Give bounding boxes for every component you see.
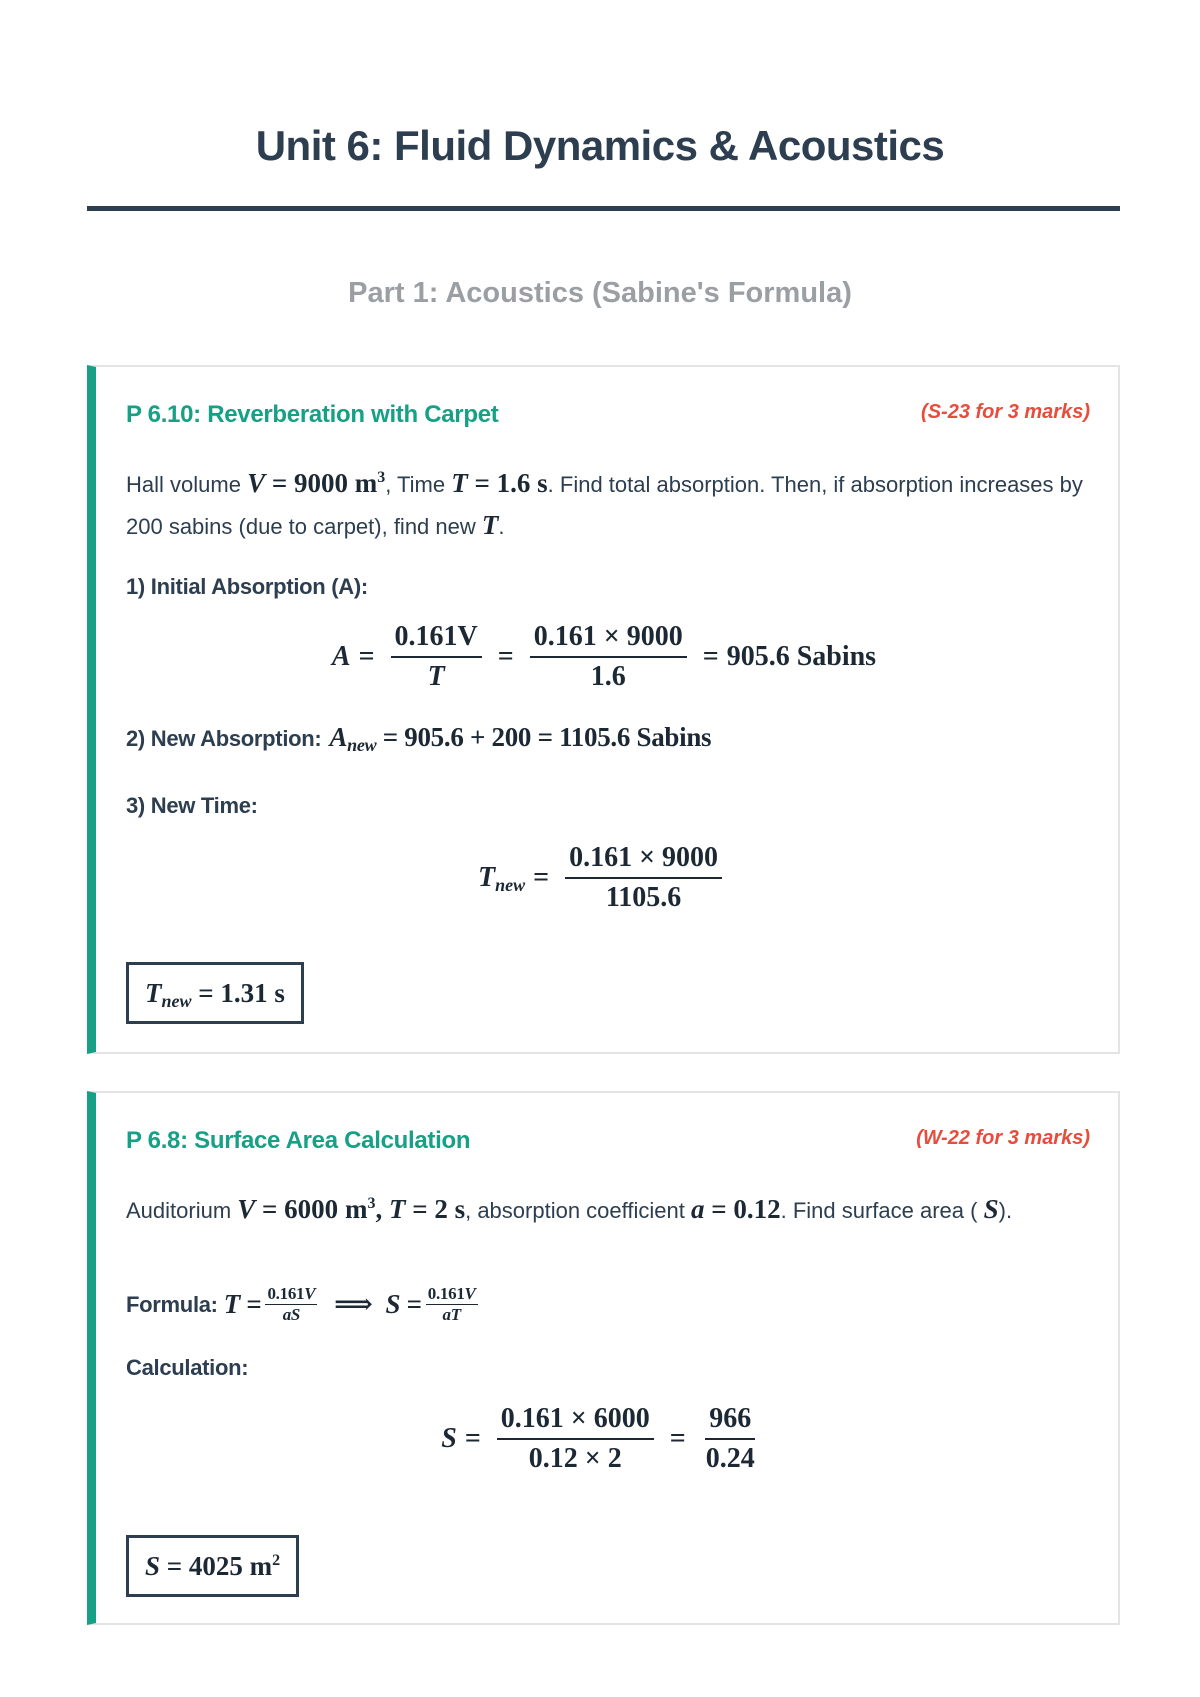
eq-operator: = xyxy=(533,862,550,893)
step-label: Formula: xyxy=(126,1291,218,1317)
fraction xyxy=(530,621,687,693)
fraction-denominator: 1.6 xyxy=(590,661,626,692)
step-label: 2) New Absorption: xyxy=(126,726,322,751)
title-divider xyxy=(87,206,1120,211)
math-coefficient: a = 0.12 xyxy=(690,1194,781,1224)
statement-text: Auditorium xyxy=(126,1198,232,1223)
step-formula xyxy=(126,1285,482,1324)
eq-lhs: S xyxy=(441,1423,457,1454)
math-var-t: T xyxy=(481,510,499,540)
fraction-numerator: 966 xyxy=(705,1403,755,1440)
statement-text: , absorption coefficient xyxy=(465,1198,685,1223)
answer-math: S = 4025 $m^2$ xyxy=(145,1550,281,1581)
problem-statement xyxy=(126,1189,1086,1231)
eq-value: 905.6 + 200 = 1105.6 Sabins xyxy=(404,722,712,752)
fraction-numerator: 0.161 × 9000 xyxy=(565,842,722,879)
statement-text: . xyxy=(498,514,505,539)
part-heading: Part 1: Acoustics (Sabine's Formula) xyxy=(348,277,852,309)
math-time: T = 1.6 s xyxy=(451,468,548,498)
eq-operator: = xyxy=(669,1423,686,1454)
statement-text: , Time xyxy=(385,472,446,497)
problem-title: P 6.10: Reverberation with Carpet xyxy=(126,401,499,428)
math-volume: V = 9000 $m^3$ xyxy=(247,468,386,498)
eq-lhs: $T_{new}$ xyxy=(477,862,526,895)
step-label: 1) Initial Absorption (A): xyxy=(126,574,368,599)
eq-operator: = xyxy=(358,641,375,672)
fraction: $\frac{0.161V}{aT}$ xyxy=(427,1284,476,1324)
math-new-absorption: $A_{new} = 905.6 + 200 = 1105.6$ Sabins xyxy=(329,722,712,755)
problem-statement xyxy=(126,463,1086,547)
equation-initial-absorption xyxy=(96,621,1112,693)
answer-box xyxy=(126,1535,299,1597)
eq-result: 905.6 Sabins xyxy=(726,641,877,672)
problem-card-6-10 xyxy=(87,365,1120,1054)
page-title: Unit 6: Fluid Dynamics & Acoustics xyxy=(255,122,945,169)
marks-badge: (W-22 for 3 marks) xyxy=(916,1127,1090,1149)
fraction-numerator: 0.161V xyxy=(391,621,482,658)
fraction xyxy=(391,621,482,693)
marks-badge: (S-23 for 3 marks) xyxy=(921,401,1090,423)
equation-surface-area xyxy=(96,1403,1112,1475)
statement-text: Hall volume xyxy=(126,472,241,497)
answer-math: $T_{new} = 1.31$ s xyxy=(145,977,285,1011)
statement-text: . Find total absorption. Then, if absorption increases by 200 sabins (due to carpet), find new xyxy=(126,472,1083,539)
math-volume: V = 6000 $m^3$, T = 2 s xyxy=(237,1194,466,1224)
answer-value: 4025 xyxy=(188,1550,243,1581)
eq-operator: = xyxy=(464,1423,481,1454)
math-var-s: S xyxy=(983,1194,999,1224)
fraction xyxy=(702,1403,759,1475)
problem-card-6-8 xyxy=(87,1091,1120,1625)
answer-value: 1.31 s xyxy=(220,977,285,1008)
eq-lhs: A xyxy=(331,641,351,672)
fraction-denominator: T xyxy=(427,661,445,692)
statement-text: . Find surface area ( xyxy=(780,1198,978,1223)
fraction-denominator: 0.12 × 2 xyxy=(528,1443,622,1474)
eq-operator: = xyxy=(497,641,514,672)
fraction xyxy=(497,1403,654,1475)
fraction-numerator: 0.161 × 9000 xyxy=(530,621,687,658)
equation-new-time xyxy=(96,842,1112,914)
answer-box xyxy=(126,962,304,1024)
formula-math: T = $\frac{0.161V}{aS}$ ⟹ S = $\frac{0.161V}{aT}$ xyxy=(223,1284,476,1324)
step-new-absorption xyxy=(126,722,711,753)
step-label: 3) New Time: xyxy=(126,793,258,818)
eq-operator: = xyxy=(702,641,719,672)
fraction xyxy=(565,842,722,914)
fraction-denominator: 0.24 xyxy=(705,1443,755,1474)
statement-text: ). xyxy=(998,1198,1013,1223)
fraction-denominator: 1105.6 xyxy=(605,882,682,913)
step-label: Calculation: xyxy=(126,1355,249,1380)
problem-title: P 6.8: Surface Area Calculation xyxy=(126,1127,471,1154)
fraction-numerator: 0.161 × 6000 xyxy=(497,1403,654,1440)
fraction: $\frac{0.161V}{aS}$ xyxy=(267,1284,316,1324)
